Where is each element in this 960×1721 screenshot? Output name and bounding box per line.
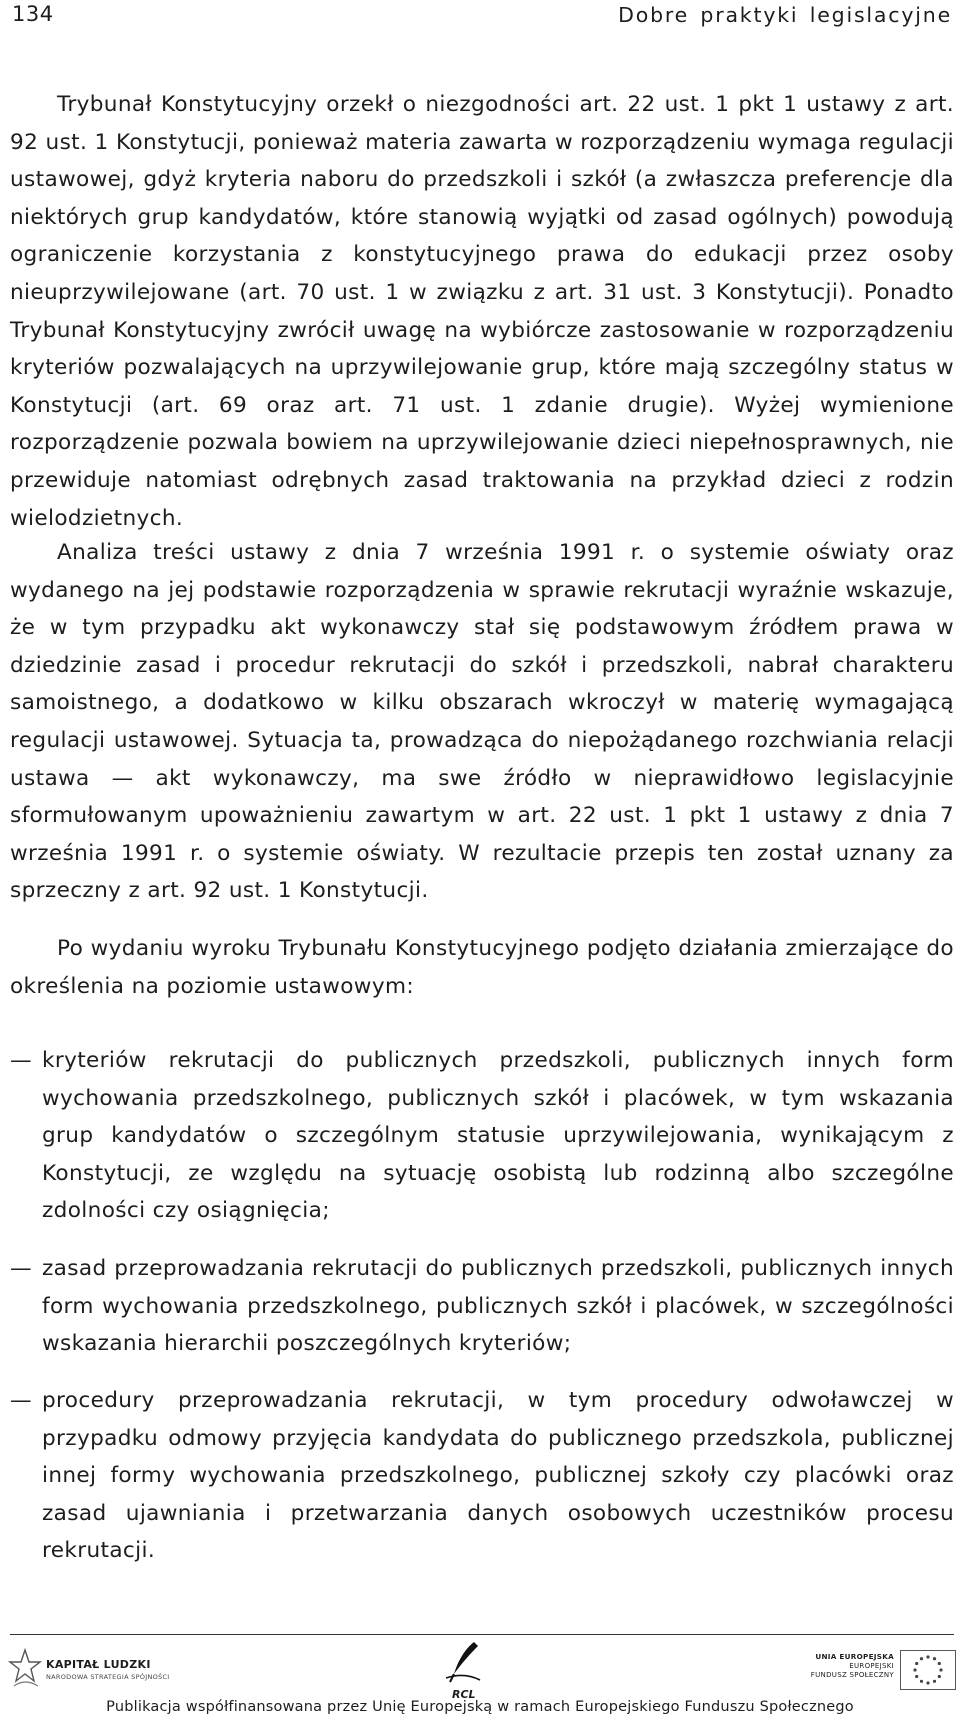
list-item-text: zasad przeprowadzania rekrutacji do publicznych przedszkoli, publicznych innych form wychowania przedszkolnego, publicznych szkół i placówek, w szczególności wskazania hierarchii poszczególnych kryteriów; — [42, 1256, 954, 1357]
eu-flag-icon — [900, 1650, 956, 1690]
paragraph-tribunal-ruling: Trybunał Konstytucyjny orzekł o niezgodności art. 22 ust. 1 pkt 1 ustawy z art. 92 ust. 1 Konstytucji, ponieważ materia zawarta w rozporządzeniu wymaga regulacji ustawowej, gdyż kryteria naboru do przedszkoli i szkół (a zwłaszcza preferencje dla niektórych grup kandydatów, które stanowią wyjątki od zasad ogólnych) powodują ograniczenie korzystania z konstytucyjnego prawa do edukacji przez osoby nieuprzywilejowane (art. 70 ust. 1 w związku z art. 31 ust. 3 Konstytucji). Ponadto Trybunał Konstytucyjny zwrócił uwagę na wybiórcze zastosowanie w rozporządzeniu kryteriów pozwalających na uprzywilejowanie grup, które mają szczególny status w Konstytucji (art. 69 oraz art. 71 ust. 1 zdanie drugie). Wyżej wymienione rozporządzenie pozwala bowiem na uprzywilejowanie dzieci niepełnosprawnych, nie przewiduje natomiast odrębnych zasad traktowania na przykład dzieci z rodzin wielodzietnych. — [10, 92, 954, 531]
paragraph-analysis: Analiza treści ustawy z dnia 7 września 1991 r. o systemie oświaty oraz wydanego na jej podstawie rozporządzenia w sprawie rekrutacji wyraźnie wskazuje, że w tym przypadku akt wykonawczy stał się podstawowym źródłem prawa w dziedzinie zasad i procedur rekrutacji do szkół i przedszkoli, nabrał charakteru samoistnego, a dodatkowo w kilku obszarach wkroczył w materię wymagającą regulacji ustawowej. Sytuacja ta, prowadząca do niepożądanego rozchwiania relacji ustawa — akt wykonawczy, ma swe źródło w nieprawidłowo legislacyjnie sformułowanym upoważnieniu zawartym w art. 22 ust. 1 pkt 1 ustawy z dnia 7 września 1991 r. o systemie oświaty. W rezultacie przepis ten został uznany za sprzeczny z art. 92 ust. 1 Konstytucji. — [10, 540, 954, 904]
list-item — [10, 1382, 954, 1567]
list-item-text: procedury przeprowadzania rekrutacji, w tym procedury odwoławczej w przypadku odmowy przyjęcia kandydata do publicznego przedszkola, publicznej innej formy wychowania przedszkolnego, publicznej szkoły czy placówki oraz zasad ujawniania i przetwarzania danych osobowych uczestników procesu rekrutacji. — [42, 1388, 954, 1564]
footer-divider — [10, 1634, 954, 1635]
kapital-ludzki-title: KAPITAŁ LUDZKI — [46, 1658, 151, 1671]
cofinancing-note: Publikacja współfinansowana przez Unię Europejską w ramach Europejskiego Funduszu Społecznego — [106, 1699, 854, 1715]
body-text — [10, 86, 954, 1567]
rcl-quill-icon — [436, 1638, 496, 1688]
running-title: Dobre praktyki legislacyjne — [618, 3, 952, 27]
eu-esf-logo — [808, 1650, 958, 1696]
dash-marker: — — [10, 1256, 32, 1281]
list-item — [10, 1250, 954, 1382]
statutory-list — [10, 1042, 954, 1567]
paragraph-after-ruling: Po wydaniu wyroku Trybunału Konstytucyjnego podjęto działania zmierzające do określenia na poziomie ustawowym: — [10, 936, 954, 999]
page-header — [0, 0, 960, 34]
list-item-text: kryteriów rekrutacji do publicznych przedszkoli, publicznych innych form wychowania przedszkolnego, publicznych szkół i placówek, w tym wskazania grup kandydatów o szczególnym statusie uprzywilejowania, wynikającym z Konstytucji, ze względu na sytuację osobistą lub rodzinną albo szczególne zdolności czy osiągnięcia; — [42, 1048, 954, 1224]
kapital-ludzki-logo — [8, 1646, 178, 1692]
rcl-label: RCL — [452, 1688, 476, 1701]
dash-marker: — — [10, 1388, 32, 1413]
kapital-ludzki-subtitle: NARODOWA STRATEGIA SPÓJNOŚCI — [46, 1673, 170, 1681]
esf-label-line1: EUROPEJSKI — [849, 1662, 894, 1670]
esf-label-line2: FUNDUSZ SPOŁECZNY — [810, 1671, 894, 1679]
rcl-logo — [436, 1638, 496, 1704]
eu-label: UNIA EUROPEJSKA — [815, 1652, 894, 1661]
dash-marker: — — [10, 1048, 32, 1073]
list-item — [10, 1042, 954, 1250]
page-number: 134 — [12, 2, 54, 26]
kapital-ludzki-star-icon — [8, 1648, 42, 1690]
